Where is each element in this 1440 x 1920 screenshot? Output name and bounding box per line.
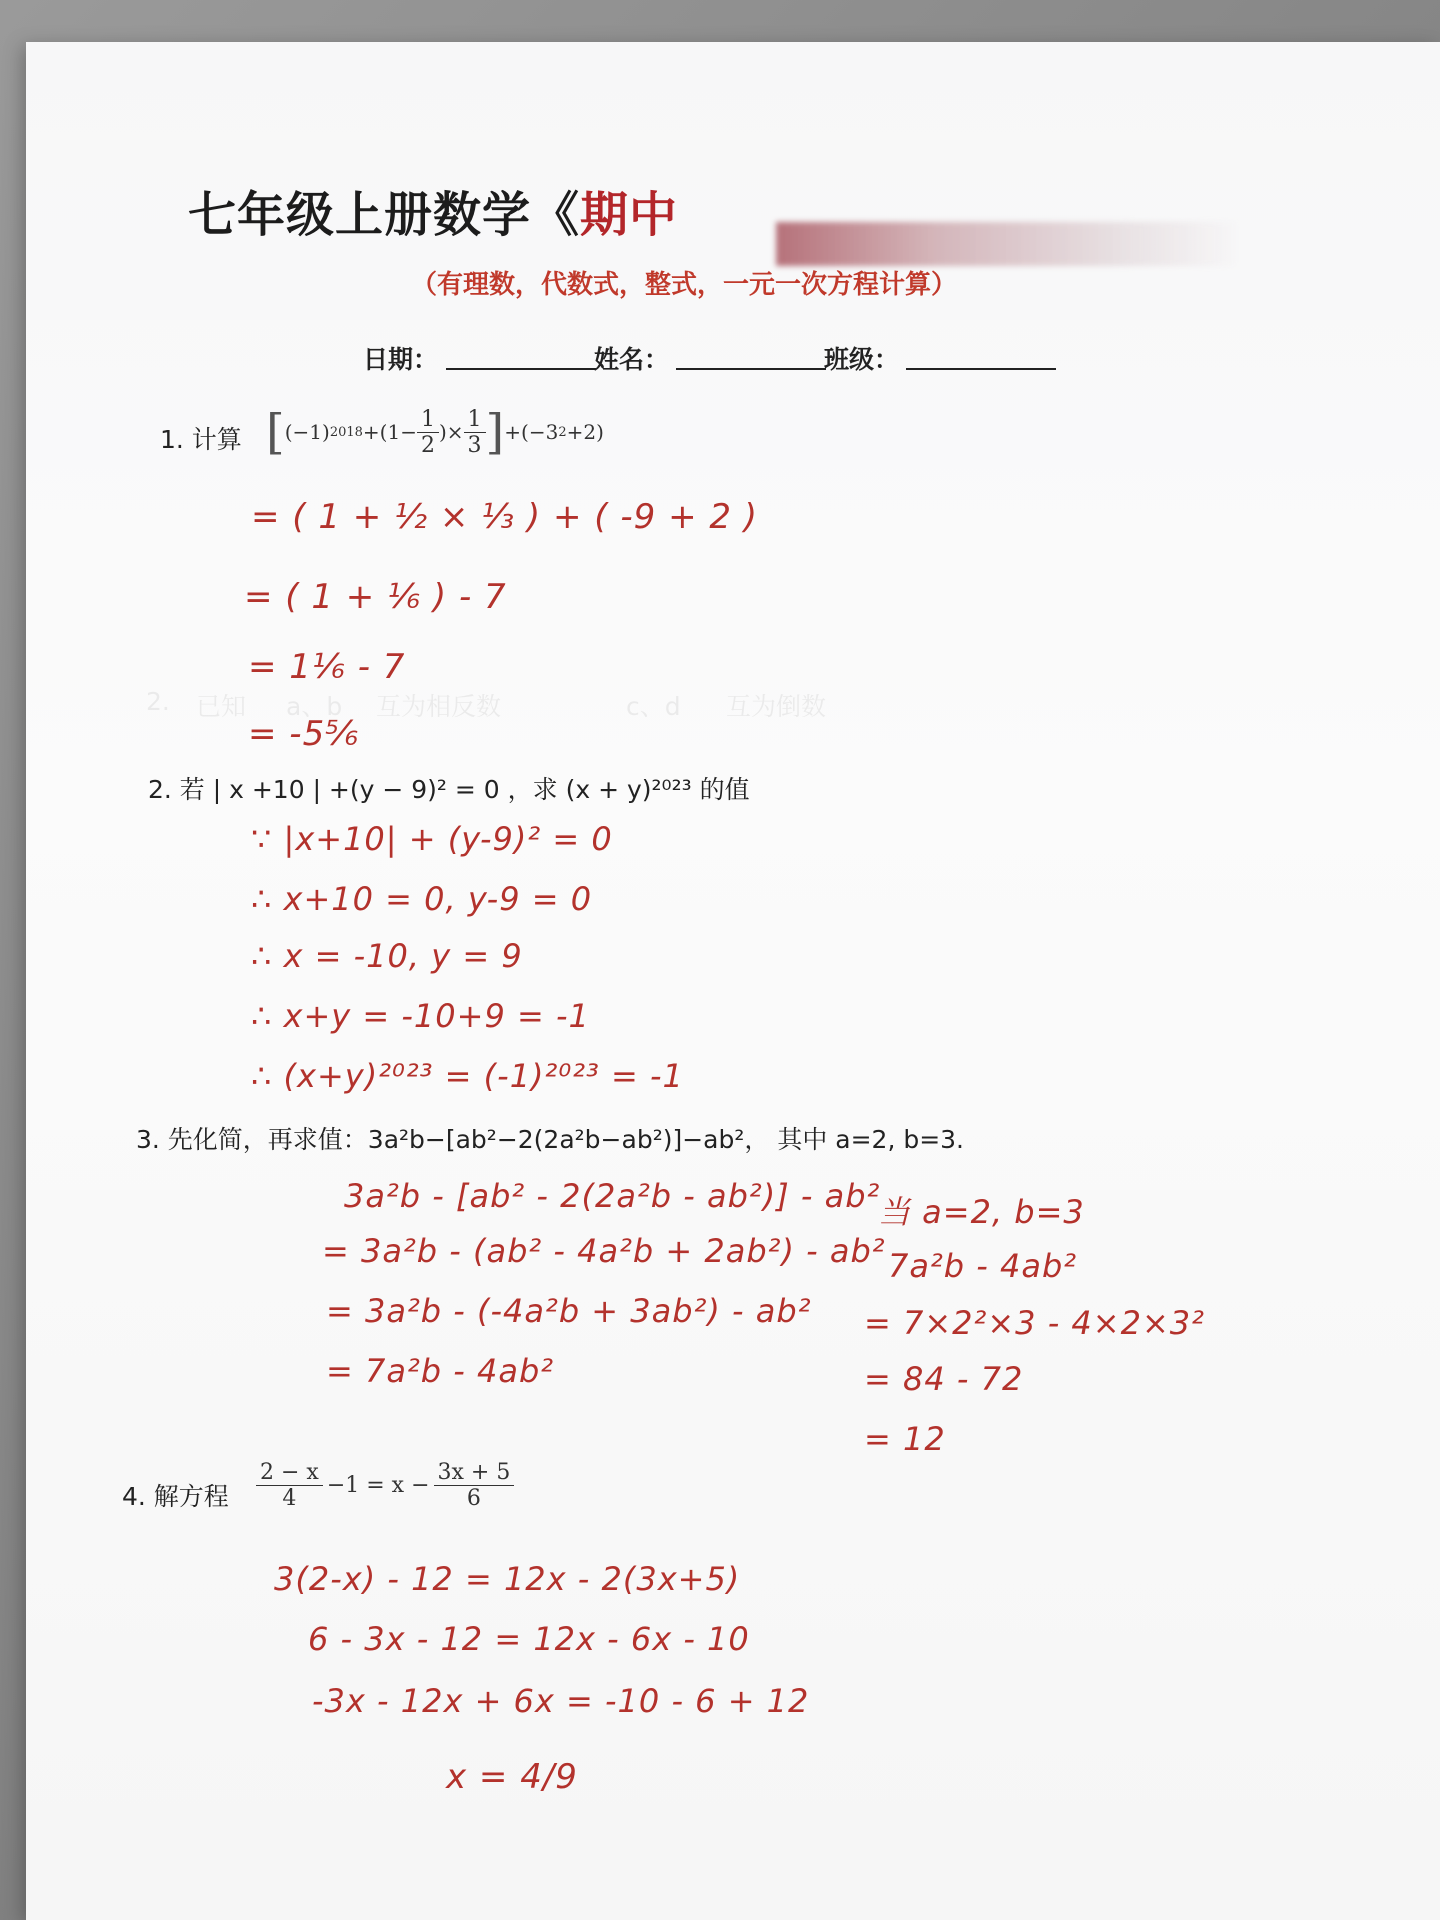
q3-label: 3. 先化简，再求值：3a²b−[ab²−2(2a²b−ab²)]−ab²， 其中 a=2, b=3.: [136, 1125, 965, 1154]
q4-fa-den: 4: [282, 1486, 297, 1511]
ghost-text-3: a、b: [286, 692, 343, 721]
title-visible-red: 期中: [580, 187, 679, 243]
q1-frac1-den: 2: [420, 432, 435, 458]
field-class-label: 班级：: [824, 345, 900, 374]
worksheet-subtitle: （有理数，代数式，整式，一元一次方程计算）: [411, 270, 958, 300]
q1-step-1: = ( 1 + ½ × ⅓ ) + ( -9 + 2 ): [251, 497, 759, 537]
q4-fb-den: 6: [466, 1486, 481, 1511]
q1-expr-c: )×: [438, 420, 464, 444]
worksheet-paper: [26, 42, 1440, 1920]
q2-step-5: ∴ (x+y)²⁰²³ = (-1)²⁰²³ = -1: [251, 1057, 684, 1095]
q4-fb-num: 3x + 5: [434, 1460, 515, 1486]
field-date-label: 日期：: [363, 345, 439, 374]
q4-step-3: -3x - 12x + 6x = -10 - 6 + 12: [312, 1682, 810, 1720]
q4-equation: [256, 1460, 514, 1511]
q3-left-step-4: = 7a²b - 4ab²: [326, 1352, 555, 1390]
q3-left-step-1: 3a²b - [ab² - 2(2a²b - ab²)] - ab²: [344, 1177, 881, 1215]
ghost-text-4: 互为相反数: [376, 692, 502, 721]
ghost-text-2: 已知: [196, 692, 247, 721]
field-class-blank[interactable]: [906, 368, 1056, 370]
q3-right-step-2: 7a²b - 4ab²: [888, 1247, 1078, 1285]
title-redaction-mask: [776, 222, 1236, 266]
worksheet-title: [188, 176, 678, 245]
field-name-blank[interactable]: [676, 368, 826, 370]
ghost-text-6: 互为倒数: [726, 692, 827, 721]
q1-expr-b: +(1−: [362, 420, 417, 444]
q1-expr-d: +(−3: [504, 420, 559, 444]
q4-fa-num: 2 − x: [256, 1460, 323, 1486]
title-prefix: 七年级上册数学《: [188, 187, 581, 243]
q1-frac1-num: 1: [417, 407, 439, 433]
q1-expr-d-sup: 2: [558, 424, 567, 440]
q1-label: 1. 计算: [160, 425, 242, 454]
q3-left-step-3: = 3a²b - (-4a²b + 3ab²) - ab²: [326, 1292, 812, 1330]
q3-left-step-2: = 3a²b - (ab² - 4a²b + 2ab²) - ab²: [322, 1232, 886, 1270]
ghost-text-5: c、d: [626, 692, 681, 721]
q4-step-4: x = 4/9: [446, 1757, 578, 1797]
q3-right-step-3: = 7×2²×3 - 4×2×3²: [864, 1304, 1205, 1342]
q2-step-2: ∴ x+10 = 0, y-9 = 0: [251, 880, 593, 918]
q1-expression: [266, 404, 604, 460]
q2-step-1: ∵ |x+10| + (y-9)² = 0: [251, 820, 613, 858]
q4-label: 4. 解方程: [122, 1482, 229, 1511]
ghost-text-1: 2.: [146, 687, 170, 716]
q1-frac-third: [464, 407, 486, 458]
q1-expr-a-sup: 2018: [329, 424, 363, 440]
q1-left-bracket: [: [266, 404, 285, 460]
q4-step-1: 3(2-x) - 12 = 12x - 2(3x+5): [274, 1560, 741, 1598]
q1-step-3: = 1⅙ - 7: [248, 647, 406, 687]
q1-step-2: = ( 1 + ⅙ ) - 7: [244, 577, 507, 617]
q4-frac-right: [434, 1460, 515, 1511]
field-date-blank[interactable]: [446, 368, 596, 370]
q3-right-step-4: = 84 - 72: [864, 1360, 1024, 1398]
q1-frac2-den: 3: [467, 432, 482, 458]
q3-right-step-1: 当 a=2, b=3: [878, 1193, 1085, 1231]
q1-right-bracket: ]: [485, 404, 505, 460]
q4-frac-left: [256, 1460, 323, 1511]
q4-mid: −1 = x −: [326, 1473, 430, 1498]
q2-step-3: ∴ x = -10, y = 9: [251, 937, 523, 975]
q1-expr-a: (−1): [284, 420, 330, 444]
q1-frac-half: [417, 407, 439, 458]
q4-step-2: 6 - 3x - 12 = 12x - 6x - 10: [308, 1620, 750, 1658]
q1-expr-e: +2): [566, 420, 604, 444]
q2-step-4: ∴ x+y = -10+9 = -1: [251, 997, 590, 1035]
q1-frac2-num: 1: [464, 407, 486, 433]
q3-right-step-5: = 12: [864, 1420, 946, 1458]
field-name-label: 姓名：: [594, 345, 670, 374]
q1-step-4: = -5⅚: [248, 714, 360, 754]
q2-label: 2. 若 | x +10 | +(y − 9)² = 0 ，求 (x + y)²⁰²³ 的值: [148, 775, 750, 804]
